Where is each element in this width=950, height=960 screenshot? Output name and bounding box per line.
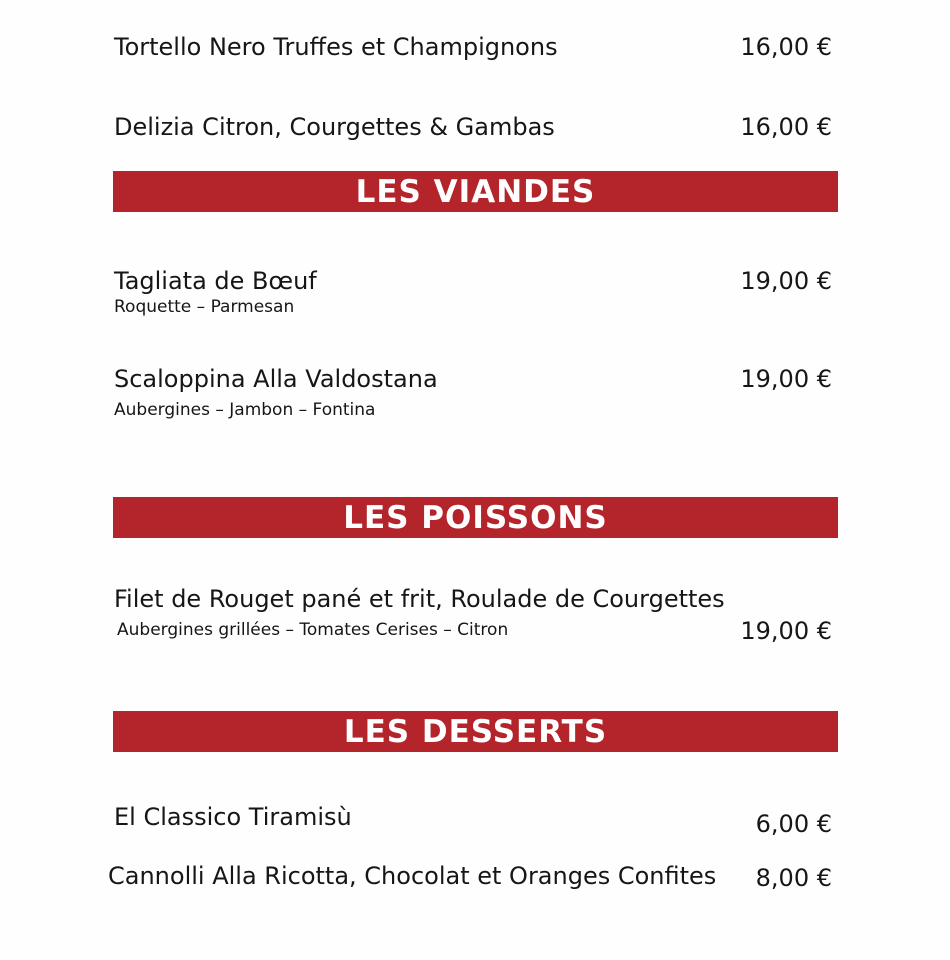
item-name-tortello: Tortello Nero Truffes et Champignons	[114, 33, 558, 61]
item-name-delizia: Delizia Citron, Courgettes & Gambas	[114, 113, 555, 141]
item-desc-tagliata: Roquette – Parmesan	[114, 297, 295, 317]
section-header-desserts: LES DESSERTS	[113, 711, 838, 752]
item-price-scaloppina: 19,00 €	[740, 365, 832, 393]
item-desc-scaloppina: Aubergines – Jambon – Fontina	[114, 400, 376, 420]
item-price-rouget: 19,00 €	[740, 617, 832, 645]
item-name-tagliata: Tagliata de Bœuf	[114, 267, 317, 295]
item-price-cannolli: 8,00 €	[755, 864, 832, 892]
item-price-tagliata: 19,00 €	[740, 267, 832, 295]
section-header-viandes: LES VIANDES	[113, 171, 838, 212]
item-name-scaloppina: Scaloppina Alla Valdostana	[114, 365, 438, 393]
section-header-poissons: LES POISSONS	[113, 497, 838, 538]
item-price-tortello: 16,00 €	[740, 33, 832, 61]
item-name-tiramisu: El Classico Tiramisù	[114, 803, 352, 831]
item-name-rouget: Filet de Rouget pané et frit, Roulade de Courgettes	[114, 585, 725, 613]
item-price-tiramisu: 6,00 €	[755, 810, 832, 838]
item-price-delizia: 16,00 €	[740, 113, 832, 141]
item-name-cannolli: Cannolli Alla Ricotta, Chocolat et Oranges Confites	[108, 862, 717, 890]
item-desc-rouget: Aubergines grillées – Tomates Cerises – Citron	[117, 620, 509, 640]
